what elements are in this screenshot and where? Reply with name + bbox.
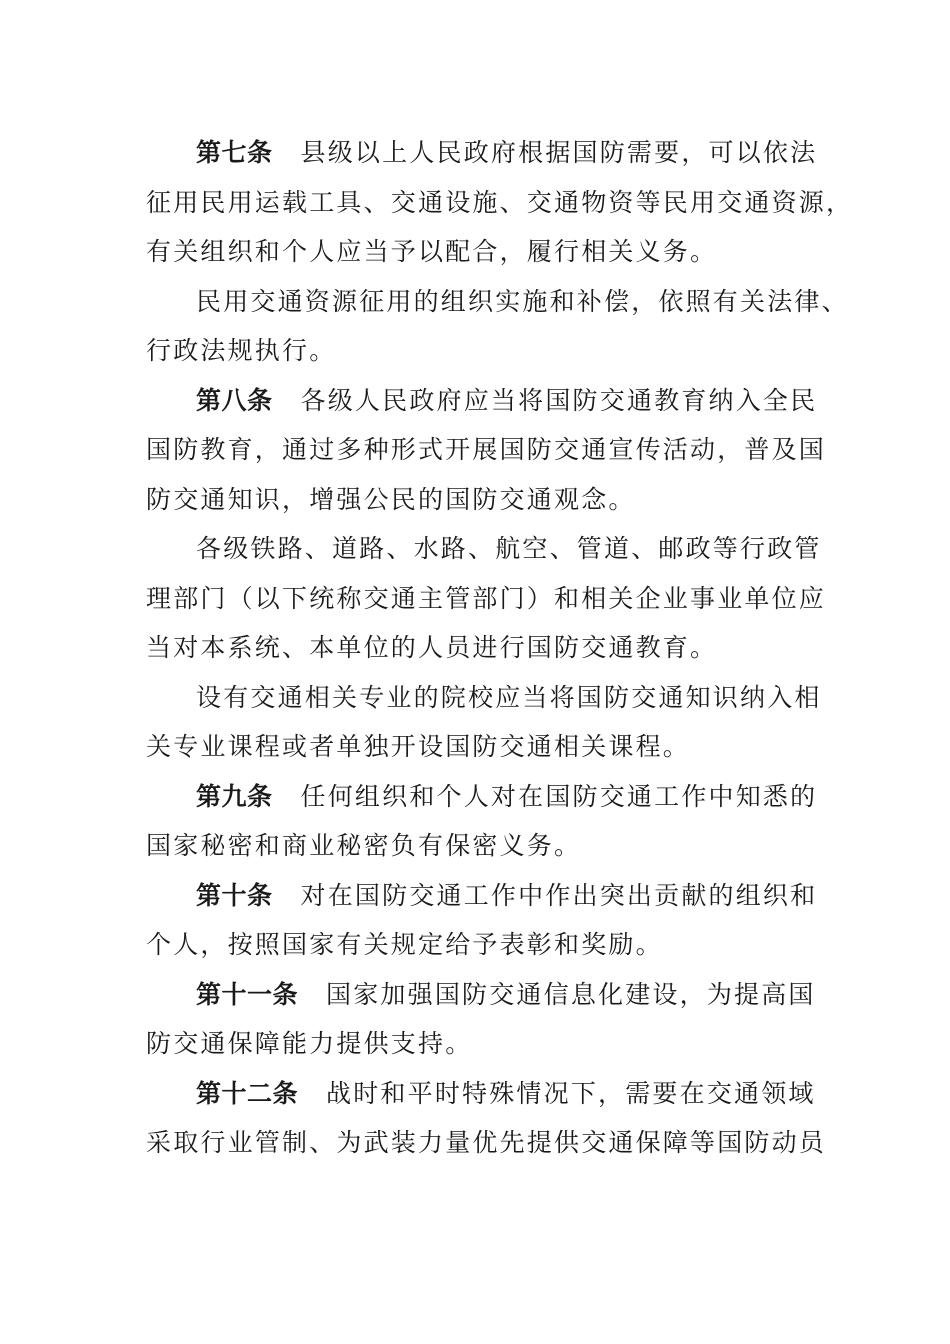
paragraph-line [146,821,796,871]
paragraph-line [146,178,854,228]
line-text: 各级人民政府应当将国防交通教育纳入全民 [300,385,818,415]
paragraph-line [146,524,822,574]
line-text: 个人，按照国家有关规定给予表彰和奖励。 [146,930,663,959]
article-heading: 第十一条 [196,979,299,1009]
paragraph-line [146,128,818,178]
paragraph-line [146,673,822,723]
line-text: 任何组织和个人对在国防交通工作中知悉的 [300,781,818,811]
document-body [146,128,854,1168]
article-heading: 第八条 [196,385,273,415]
line-text: 国家加强国防交通信息化建设，为提高国 [326,979,816,1009]
article-heading: 第七条 [196,138,273,167]
line-text: 关专业课程或者单独开设国防交通相关课程。 [146,732,691,761]
paragraph-line [146,574,827,624]
paragraph-line [146,871,818,921]
line-text: 行政法规执行。 [146,336,337,365]
line-text: 当对本系统、本单位的人员进行国防交通教育。 [146,633,718,662]
article-heading: 第九条 [196,781,273,811]
paragraph-line [146,475,796,525]
paragraph-line [146,623,796,673]
line-text: 设有交通相关专业的院校应当将国防交通知识纳入相 [196,682,822,712]
article-heading: 第十条 [196,880,273,910]
line-text: 采取行业管制、为武装力量优先提供交通保障等国防动员 [146,1128,827,1157]
line-text: 各级铁路、道路、水路、航空、管道、邮政等行政管 [196,534,822,563]
line-text: 对在国防交通工作中作出突出贡献的组织和 [300,880,818,910]
paragraph-line [146,277,849,327]
paragraph-line [146,970,816,1020]
paragraph-line [146,326,796,376]
line-text: 理部门（以下统称交通主管部门）和相关企业事业单位应 [146,583,827,613]
paragraph-line [146,722,796,772]
paragraph-line [146,425,827,475]
line-text: 防交通保障能力提供支持。 [146,1029,473,1058]
paragraph-line [146,1069,816,1119]
line-text: 有关组织和个人应当予以配合，履行相关义务。 [146,237,718,266]
paragraph-line [146,1019,796,1069]
line-text: 县级以上人民政府根据国防需要，可以依法 [300,138,818,167]
paragraph-line [146,772,818,822]
line-text: 防交通知识，增强公民的国防交通观念。 [146,484,636,514]
line-text: 战时和平时特殊情况下，需要在交通领域 [326,1078,816,1108]
line-text: 征用民用运载工具、交通设施、交通物资等民用交通资源， [146,187,854,217]
line-text: 国家秘密和商业秘密负有保密义务。 [146,831,582,860]
paragraph-line [146,227,796,277]
article-heading: 第十二条 [196,1078,299,1108]
paragraph-line [146,376,818,426]
paragraph-line [146,920,796,970]
line-text: 民用交通资源征用的组织实施和补偿，依照有关法律、 [196,286,849,316]
paragraph-line [146,1118,827,1168]
line-text: 国防教育，通过多种形式开展国防交通宣传活动，普及国 [146,435,827,464]
